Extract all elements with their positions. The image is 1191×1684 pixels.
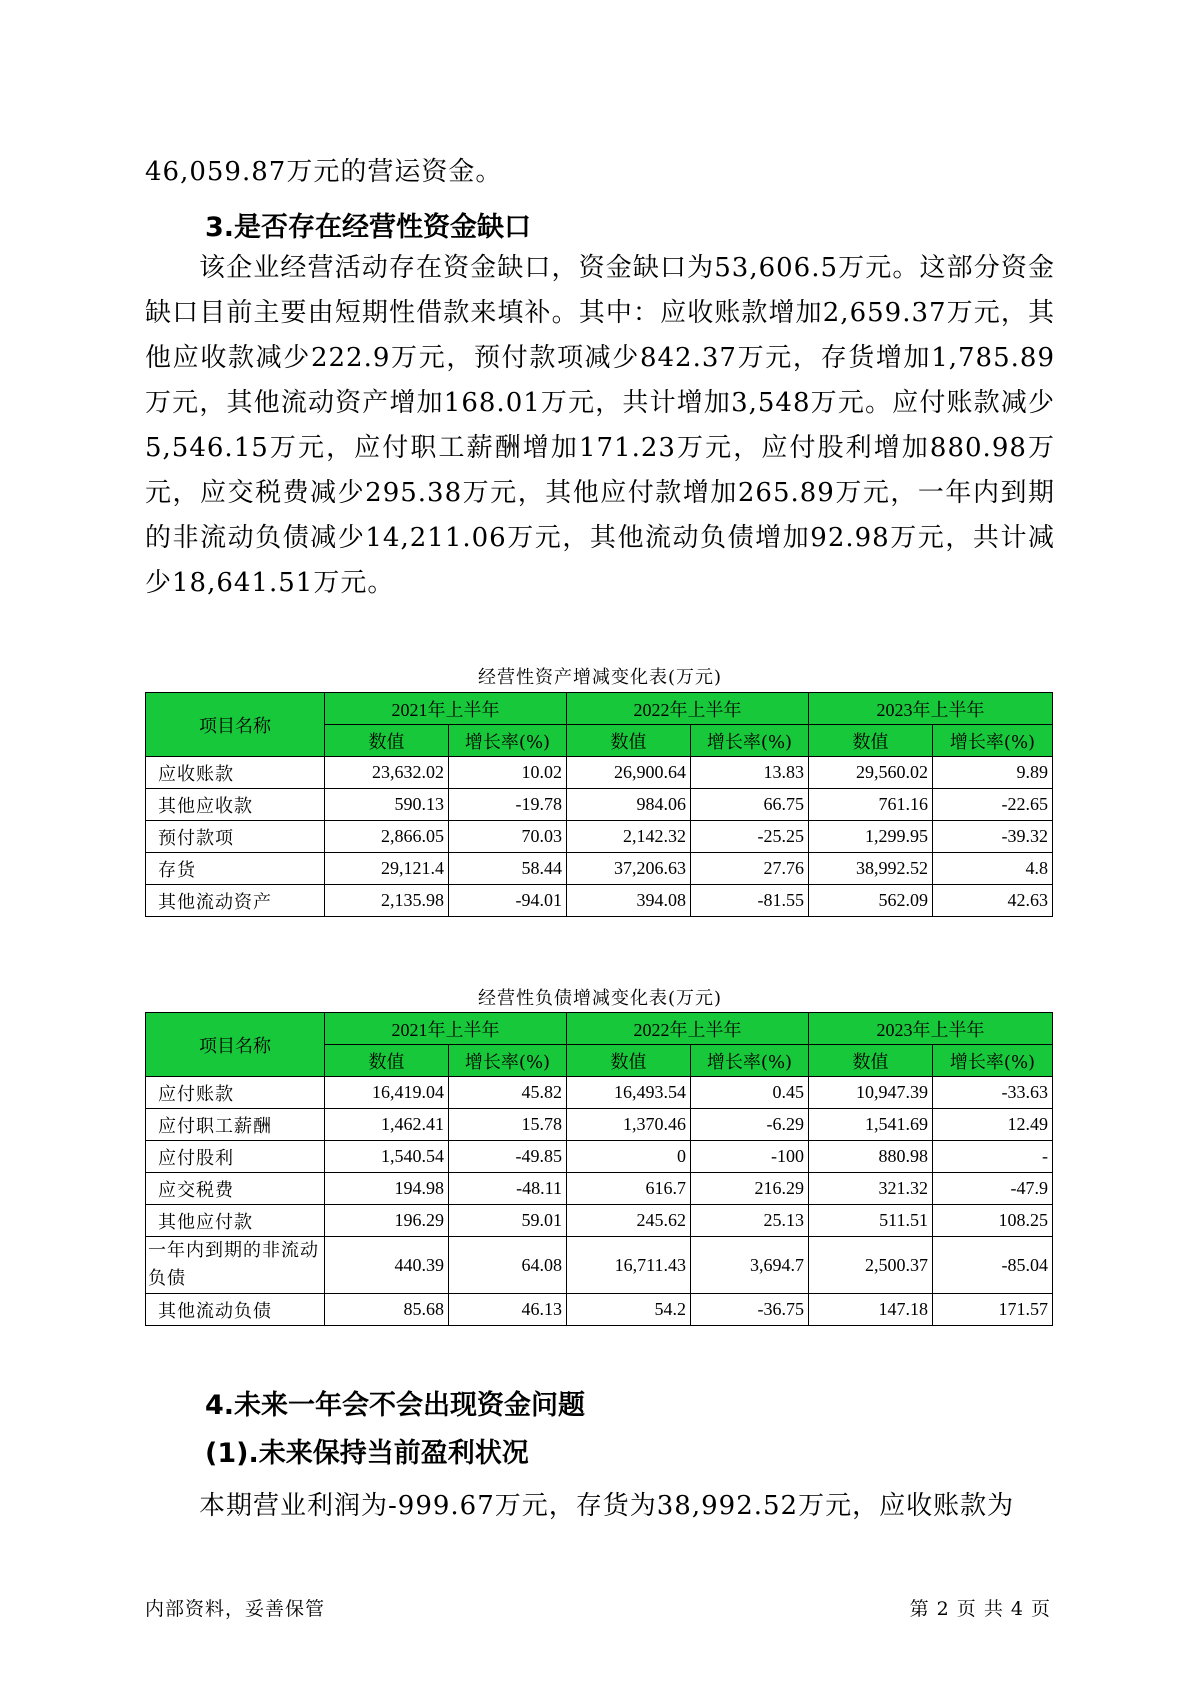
row-label: 其他应付款 <box>146 1205 325 1237</box>
row-label: 一年内到期的非流动负债 <box>146 1237 325 1294</box>
value-cell: 85.68 <box>325 1294 449 1326</box>
growth-cell: 25.13 <box>691 1205 809 1237</box>
value-cell: 38,992.52 <box>809 853 933 885</box>
row-label: 应付账款 <box>146 1077 325 1109</box>
header-growth: 增长率(%) <box>933 725 1053 757</box>
value-cell: 616.7 <box>567 1173 691 1205</box>
value-cell: 1,540.54 <box>325 1141 449 1173</box>
value-cell: 16,419.04 <box>325 1077 449 1109</box>
table-row <box>146 1237 1053 1294</box>
value-cell: 1,370.46 <box>567 1109 691 1141</box>
value-cell: 761.16 <box>809 789 933 821</box>
growth-cell: 4.8 <box>933 853 1053 885</box>
table-row <box>146 1173 1053 1205</box>
growth-cell: 9.89 <box>933 757 1053 789</box>
table-row <box>146 789 1053 821</box>
growth-cell: 108.25 <box>933 1205 1053 1237</box>
value-cell: 23,632.02 <box>325 757 449 789</box>
table-row <box>146 1077 1053 1109</box>
liabilities-table-caption: 经营性负债增减变化表(万元) <box>477 988 723 1009</box>
header-growth: 增长率(%) <box>933 1045 1053 1077</box>
growth-cell: -81.55 <box>691 885 809 917</box>
header-period-2023: 2023年上半年 <box>809 1013 1053 1045</box>
growth-cell: 15.78 <box>449 1109 567 1141</box>
value-cell: 2,866.05 <box>325 821 449 853</box>
header-period-2023: 2023年上半年 <box>809 693 1053 725</box>
value-cell: 16,711.43 <box>567 1237 691 1294</box>
header-growth: 增长率(%) <box>449 1045 567 1077</box>
footer-confidential-note: 内部资料，妥善保管 <box>145 1598 326 1620</box>
section3-heading: 3.是否存在经营性资金缺口 <box>205 212 532 243</box>
header-item-name: 项目名称 <box>146 1013 325 1077</box>
growth-cell: -6.29 <box>691 1109 809 1141</box>
header-period-2022: 2022年上半年 <box>567 1013 809 1045</box>
footer-page-number: 第 2 页 共 4 页 <box>909 1598 1051 1620</box>
value-cell: 511.51 <box>809 1205 933 1237</box>
table-row <box>146 1141 1053 1173</box>
header-period-2021: 2021年上半年 <box>325 1013 567 1045</box>
growth-cell: 59.01 <box>449 1205 567 1237</box>
value-cell: 1,462.41 <box>325 1109 449 1141</box>
header-value: 数值 <box>325 725 449 757</box>
value-cell: 2,500.37 <box>809 1237 933 1294</box>
table-row <box>146 1294 1053 1326</box>
growth-cell: -85.04 <box>933 1237 1053 1294</box>
growth-cell: 3,694.7 <box>691 1237 809 1294</box>
header-value: 数值 <box>567 1045 691 1077</box>
row-label: 其他流动负债 <box>146 1294 325 1326</box>
row-label: 其他流动资产 <box>146 885 325 917</box>
value-cell: 29,560.02 <box>809 757 933 789</box>
growth-cell: -48.11 <box>449 1173 567 1205</box>
growth-cell: 64.08 <box>449 1237 567 1294</box>
growth-cell: 45.82 <box>449 1077 567 1109</box>
row-label: 应付股利 <box>146 1141 325 1173</box>
growth-cell: 171.57 <box>933 1294 1053 1326</box>
growth-cell: -33.63 <box>933 1077 1053 1109</box>
value-cell: 1,299.95 <box>809 821 933 853</box>
growth-cell: -47.9 <box>933 1173 1053 1205</box>
value-cell: 1,541.69 <box>809 1109 933 1141</box>
growth-cell: -19.78 <box>449 789 567 821</box>
value-cell: 147.18 <box>809 1294 933 1326</box>
section4-subheading: (1).未来保持当前盈利状况 <box>205 1438 529 1469</box>
header-value: 数值 <box>325 1045 449 1077</box>
growth-cell: 27.76 <box>691 853 809 885</box>
growth-cell: -94.01 <box>449 885 567 917</box>
value-cell: 0 <box>567 1141 691 1173</box>
value-cell: 2,142.32 <box>567 821 691 853</box>
value-cell: 562.09 <box>809 885 933 917</box>
value-cell: 37,206.63 <box>567 853 691 885</box>
value-cell: 984.06 <box>567 789 691 821</box>
row-label: 其他应收款 <box>146 789 325 821</box>
row-label: 应收账款 <box>146 757 325 789</box>
section4-heading: 4.未来一年会不会出现资金问题 <box>205 1390 586 1421</box>
growth-cell: -22.65 <box>933 789 1053 821</box>
assets-table-caption: 经营性资产增减变化表(万元) <box>477 667 723 688</box>
liabilities-table <box>145 1012 1053 1326</box>
value-cell: 26,900.64 <box>567 757 691 789</box>
value-cell: 194.98 <box>325 1173 449 1205</box>
header-growth: 增长率(%) <box>691 1045 809 1077</box>
row-label: 应交税费 <box>146 1173 325 1205</box>
growth-cell: 10.02 <box>449 757 567 789</box>
value-cell: 394.08 <box>567 885 691 917</box>
section3-paragraph: 该企业经营活动存在资金缺口，资金缺口为53,606.5万元。这部分资金缺口目前主要由短期性借款来填补。其中：应收账款增加2,659.37万元，其他应收款减少222.9万元，预付款项减少842.37万元，存货增加1,785.89万元，其他流动资产增加168.01万元，共计增加3,548万元。应付账款减少5,546.15万元，应付职工薪酬增加171.23万元，应付股利增加880.98万元，应交税费减少295.38万元，其他应付款增加265.89万元，一年内到期的非流动负债减少14,211.06万元，其他流动负债增加92.98万元，共计减少18,641.51万元。 <box>145 253 1055 598</box>
table-row <box>146 885 1053 917</box>
growth-cell: 66.75 <box>691 789 809 821</box>
header-item-name: 项目名称 <box>146 693 325 757</box>
growth-cell: 42.63 <box>933 885 1053 917</box>
value-cell: 196.29 <box>325 1205 449 1237</box>
value-cell: 54.2 <box>567 1294 691 1326</box>
header-value: 数值 <box>567 725 691 757</box>
growth-cell: -25.25 <box>691 821 809 853</box>
growth-cell: 12.49 <box>933 1109 1053 1141</box>
lead-text: 46,059.87万元的营运资金。 <box>145 157 503 187</box>
growth-cell: -49.85 <box>449 1141 567 1173</box>
growth-cell: -39.32 <box>933 821 1053 853</box>
header-growth: 增长率(%) <box>691 725 809 757</box>
growth-cell: 70.03 <box>449 821 567 853</box>
value-cell: 880.98 <box>809 1141 933 1173</box>
growth-cell: -100 <box>691 1141 809 1173</box>
growth-cell: -36.75 <box>691 1294 809 1326</box>
section4-paragraph: 本期营业利润为-999.67万元，存货为38,992.52万元，应收账款为 <box>199 1491 1015 1521</box>
growth-cell: 216.29 <box>691 1173 809 1205</box>
row-label: 存货 <box>146 853 325 885</box>
header-period-2021: 2021年上半年 <box>325 693 567 725</box>
header-value: 数值 <box>809 1045 933 1077</box>
table-row <box>146 1205 1053 1237</box>
table-row <box>146 821 1053 853</box>
row-label: 应付职工薪酬 <box>146 1109 325 1141</box>
growth-cell: 0.45 <box>691 1077 809 1109</box>
table-row <box>146 757 1053 789</box>
header-value: 数值 <box>809 725 933 757</box>
value-cell: 440.39 <box>325 1237 449 1294</box>
table-row <box>146 853 1053 885</box>
value-cell: 10,947.39 <box>809 1077 933 1109</box>
growth-cell: 13.83 <box>691 757 809 789</box>
value-cell: 16,493.54 <box>567 1077 691 1109</box>
value-cell: 245.62 <box>567 1205 691 1237</box>
row-label: 预付款项 <box>146 821 325 853</box>
header-period-2022: 2022年上半年 <box>567 693 809 725</box>
header-growth: 增长率(%) <box>449 725 567 757</box>
growth-cell: - <box>933 1141 1053 1173</box>
value-cell: 2,135.98 <box>325 885 449 917</box>
growth-cell: 46.13 <box>449 1294 567 1326</box>
growth-cell: 58.44 <box>449 853 567 885</box>
value-cell: 29,121.4 <box>325 853 449 885</box>
table-row <box>146 1109 1053 1141</box>
value-cell: 590.13 <box>325 789 449 821</box>
assets-table <box>145 692 1053 917</box>
value-cell: 321.32 <box>809 1173 933 1205</box>
